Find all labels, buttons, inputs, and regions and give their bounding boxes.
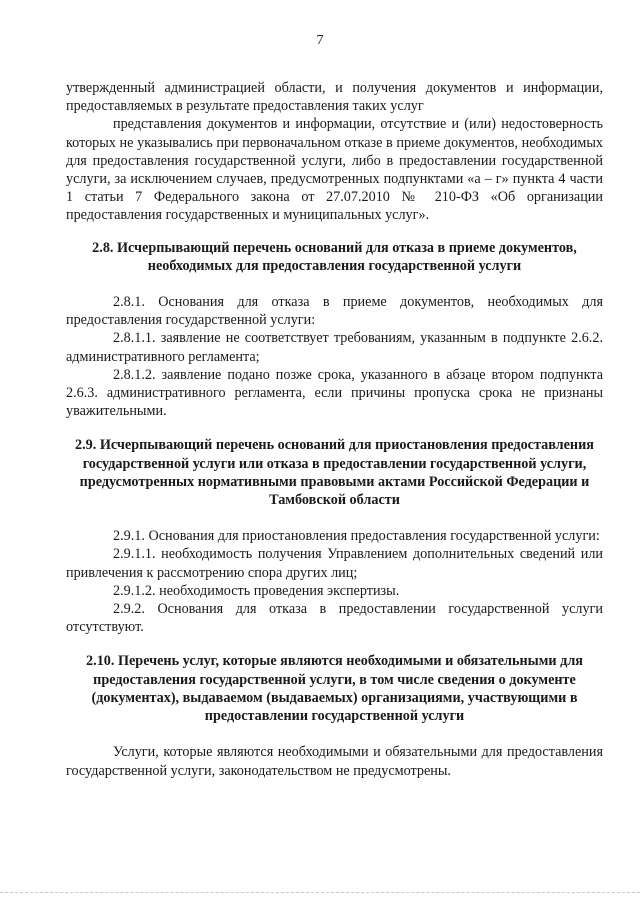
- paragraph-continuation: утвержденный администрацией области, и получения документов и информации, предоставляемых в результате предоставления таких услуг: [66, 80, 603, 115]
- paragraph-2-8-1: 2.8.1. Основания для отказа в приеме документов, необходимых для предоставления государственной услуги:: [66, 294, 603, 329]
- page-number: 7: [316, 33, 324, 48]
- paragraph-documents-info: представления документов и информации, отсутствие и (или) недостоверность которых не указывались при первоначальном отказе в приеме документов, необходимых для предоставления государственной услуги, либо в предоставлении государственной услуги, за исключением случаев, предусмотренных подпунктами «а – г» пункта 4 части 1 статьи 7 Федерального закона от 27.07.2010 № 210-ФЗ «Об организации предоставления государственных и муниципальных услуг».: [66, 116, 603, 224]
- paragraph-2-8-1-1: 2.8.1.1. заявление не соответствует требованиям, указанным в подпункте 2.6.2. административного регламента;: [66, 330, 603, 365]
- paragraph-services: Услуги, которые являются необходимыми и обязательными для предоставления государственной услуги, законодательством не предусмотрены.: [66, 744, 603, 779]
- paragraph-2-9-1-2: 2.9.1.2. необходимость проведения экспертизы.: [113, 582, 400, 599]
- paragraph-2-9-2: 2.9.2. Основания для отказа в предоставлении государственной услуги отсутствуют.: [66, 601, 603, 636]
- page-bottom-edge: [0, 892, 640, 894]
- section-heading-2-10: 2.10. Перечень услуг, которые являются необходимыми и обязательными для предоставления государственной услуги, в том числе сведения о документе (документах), выдаваемом (выдаваемых) организациями, участвующими в предоставлении государственной услуги: [86, 653, 583, 725]
- page-body: [66, 79, 603, 780]
- paragraph-2-9-1-1: 2.9.1.1. необходимость получения Управлением дополнительных сведений или привлечения к рассмотрению спора других лиц;: [66, 546, 603, 581]
- paragraph-2-8-1-2: 2.8.1.2. заявление подано позже срока, указанного в абзаце втором подпункта 2.6.3. административного регламента, если причины пропуска срока не признаны уважительными.: [66, 366, 603, 420]
- section-heading-2-9: 2.9. Исчерпывающий перечень оснований для приостановления предоставления государственной услуги или отказа в предоставлении государственной услуги, предусмотренных нормативными правовыми актами Российской Федерации и Тамбовской области: [75, 437, 594, 509]
- paragraph-2-9-1: 2.9.1. Основания для приостановления предоставления государственной услуги:: [113, 528, 600, 545]
- section-heading-2-8: 2.8. Исчерпывающий перечень оснований для отказа в приеме документов, необходимых для предоставления государственной услуги: [92, 239, 577, 274]
